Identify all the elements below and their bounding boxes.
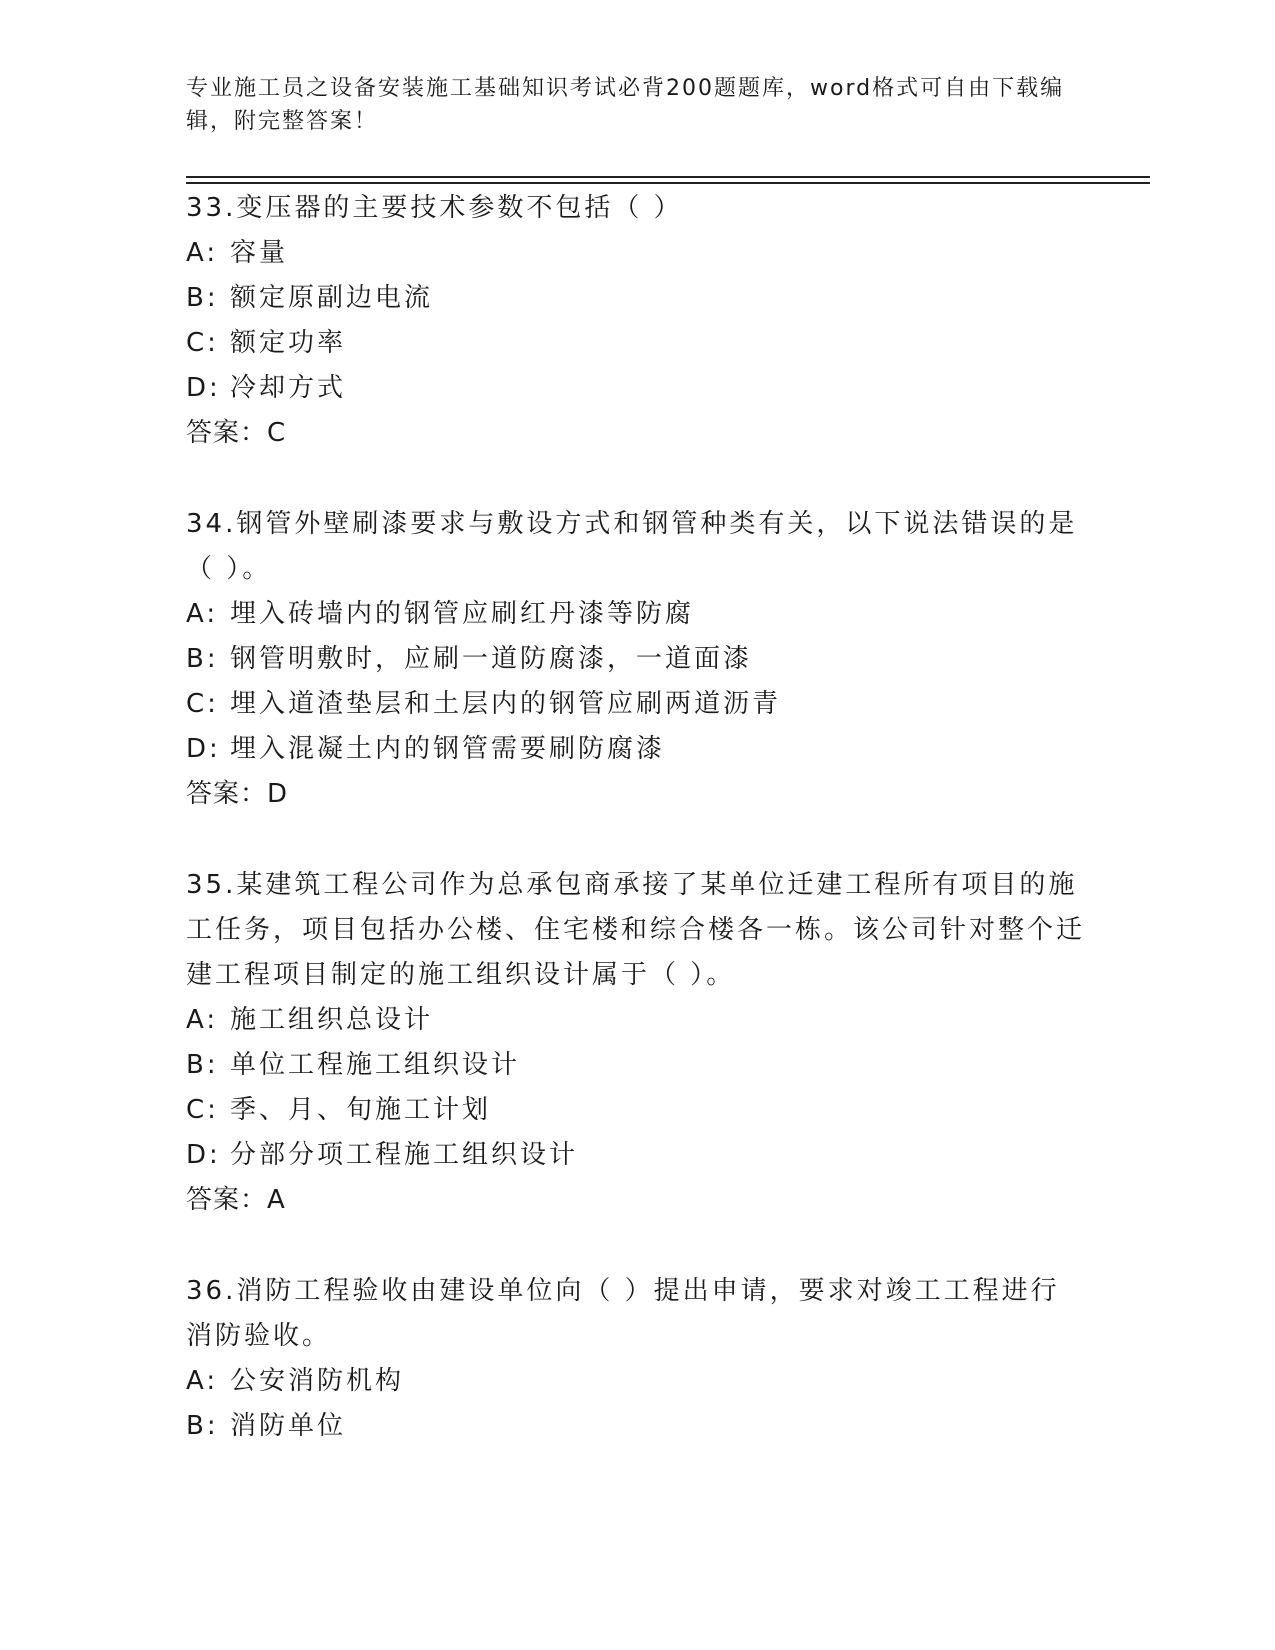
question-text: 35.某建筑工程公司作为总承包商承接了某单位迁建工程所有项目的施工任务，项目包括办公楼、住宅楼和综合楼各一栋。该公司针对整个迁建工程项目制定的施工组织设计属于（ ）。 bbox=[186, 870, 1086, 990]
option-text: 公安消防机构 bbox=[230, 1366, 405, 1396]
option-text: 分部分项工程施工组织设计 bbox=[230, 1140, 579, 1170]
option-b bbox=[186, 276, 1086, 321]
option-text: 钢管明敷时，应刷一道防腐漆，一道面漆 bbox=[230, 644, 753, 674]
question-list bbox=[186, 186, 1086, 1495]
option-a bbox=[186, 592, 1086, 637]
option-text: 容量 bbox=[230, 238, 289, 268]
answer-line: 答案：A bbox=[186, 1185, 286, 1215]
header-divider-top bbox=[186, 176, 1150, 178]
question-35 bbox=[186, 863, 1086, 1223]
option-c bbox=[186, 321, 1086, 366]
option-text: 冷却方式 bbox=[230, 373, 347, 403]
question-text: 36.消防工程验收由建设单位向（ ）提出申请，要求对竣工工程进行消防验收。 bbox=[186, 1276, 1060, 1351]
option-c bbox=[186, 682, 1086, 727]
question-36 bbox=[186, 1269, 1086, 1449]
option-text: 额定原副边电流 bbox=[230, 283, 434, 313]
question-text: 33.变压器的主要技术参数不包括（ ） bbox=[186, 193, 683, 223]
document-header: 专业施工员之设备安装施工基础知识考试必背200题题库，word格式可自由下载编辑，附完整答案！ bbox=[186, 76, 1065, 134]
option-letter: D: bbox=[186, 1140, 221, 1170]
option-letter: B: bbox=[186, 1050, 219, 1080]
option-text: 施工组织总设计 bbox=[230, 1005, 434, 1035]
question-33 bbox=[186, 186, 1086, 456]
header-divider-bottom bbox=[186, 182, 1150, 184]
option-letter: A: bbox=[186, 599, 219, 629]
option-text: 埋入砖墙内的钢管应刷红丹漆等防腐 bbox=[230, 599, 695, 629]
option-letter: D: bbox=[186, 734, 221, 764]
option-letter: C: bbox=[186, 689, 219, 719]
option-d bbox=[186, 366, 1086, 411]
answer-line: 答案：D bbox=[186, 779, 289, 809]
option-letter: A: bbox=[186, 1366, 219, 1396]
option-letter: B: bbox=[186, 644, 219, 674]
question-text: 34.钢管外壁刷漆要求与敷设方式和钢管种类有关，以下说法错误的是（ ）。 bbox=[186, 509, 1078, 584]
option-letter: A: bbox=[186, 1005, 219, 1035]
option-text: 额定功率 bbox=[230, 328, 347, 358]
option-text: 埋入道渣垫层和土层内的钢管应刷两道沥青 bbox=[230, 689, 782, 719]
option-d bbox=[186, 1133, 1086, 1178]
option-letter: D: bbox=[186, 373, 221, 403]
option-letter: B: bbox=[186, 283, 219, 313]
option-b bbox=[186, 1404, 1086, 1449]
option-a bbox=[186, 231, 1086, 276]
option-a bbox=[186, 998, 1086, 1043]
answer-line: 答案：C bbox=[186, 418, 287, 448]
option-text: 季、月、旬施工计划 bbox=[230, 1095, 492, 1125]
option-d bbox=[186, 727, 1086, 772]
option-letter: C: bbox=[186, 1095, 219, 1125]
option-b bbox=[186, 1043, 1086, 1088]
option-text: 单位工程施工组织设计 bbox=[230, 1050, 521, 1080]
option-c bbox=[186, 1088, 1086, 1133]
question-34 bbox=[186, 502, 1086, 817]
option-text: 消防单位 bbox=[230, 1411, 347, 1441]
option-letter: B: bbox=[186, 1411, 219, 1441]
option-text: 埋入混凝土内的钢管需要刷防腐漆 bbox=[230, 734, 666, 764]
option-letter: C: bbox=[186, 328, 219, 358]
option-b bbox=[186, 637, 1086, 682]
option-letter: A: bbox=[186, 238, 219, 268]
option-a bbox=[186, 1359, 1086, 1404]
